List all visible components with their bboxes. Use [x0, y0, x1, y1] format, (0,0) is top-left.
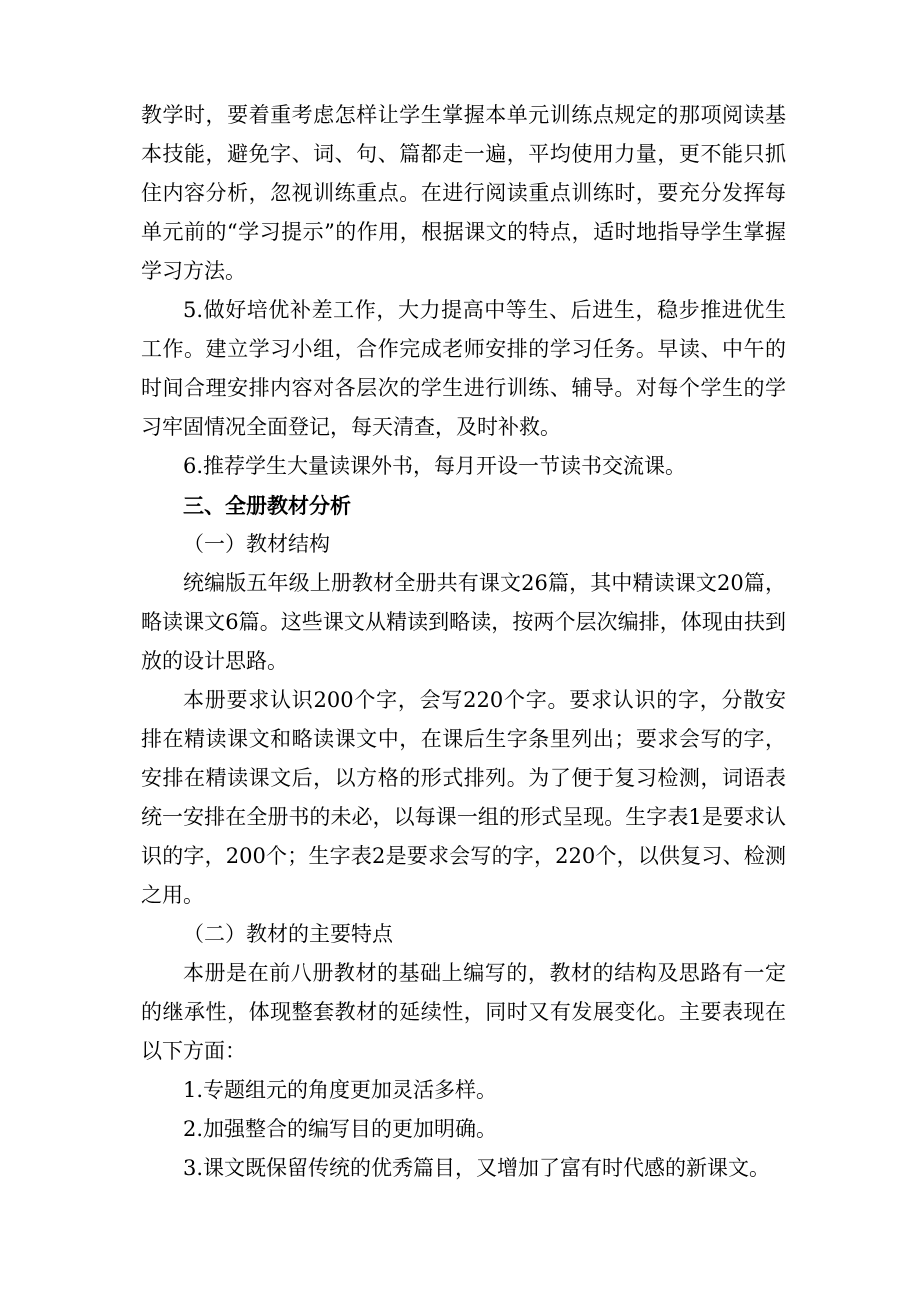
feature-item-1: 1.专题组元的角度更加灵活多样。: [183, 1078, 498, 1102]
subheading-main-features: （二）教材的主要特点: [183, 922, 393, 946]
paragraph-reading-guidance: 教学时，要着重考虑怎样让学生掌握本单元训练点规定的那项阅读基本技能，避免字、词、句、篇都走一遍，平均使用力量，更不能只抓住内容分析，忽视训练重点。在进行阅读重点训练时，要充分发挥每单元前的“学习提示”的作用，根据课文的特点，适时地指导学生掌握学习方法。: [141, 103, 786, 283]
feature-item-3: 3.课文既保留传统的优秀篇目，又增加了富有时代感的新课文。: [183, 1156, 771, 1180]
paragraph-features-intro: 本册是在前八册教材的基础上编写的，教材的结构及思路有一定的继承性，体现整套教材的延续性，同时又有发展变化。主要表现在以下方面：: [141, 961, 786, 1063]
paragraph-lesson-count: 统编版五年级上册教材全册共有课文26篇，其中精读课文20篇，略读课文6篇。这些课文从精读到略读，按两个层次编排，体现由扶到放的设计思路。: [141, 571, 786, 673]
paragraph-item-5: 5.做好培优补差工作，大力提高中等生、后进生，稳步推进优生工作。建立学习小组，合作完成老师安排的学习任务。早读、中午的时间合理安排内容对各层次的学生进行训练、辅导。对每个学生的学习牢固情况全面登记，每天清查，及时补救。: [141, 298, 786, 439]
document-body: [141, 96, 786, 1188]
paragraph-character-requirements: 本册要求认识200个字，会写220个字。要求认识的字，分散安排在精读课文和略读课文中，在课后生字条里列出；要求会写的字，安排在精读课文后，以方格的形式排列。为了便于复习检测，词语表统一安排在全册书的未必，以每课一组的形式呈现。生字表1是要求认识的字，200个；生字表2是要求会写的字，220个，以供复习、检测之用。: [141, 688, 786, 907]
subheading-textbook-structure: （一）教材结构: [183, 532, 330, 556]
section-heading-textbook-analysis: 三、全册教材分析: [183, 493, 351, 518]
feature-item-2: 2.加强整合的编写目的更加明确。: [183, 1117, 498, 1141]
paragraph-item-6: 6.推荐学生大量读课外书，每月开设一节读书交流课。: [183, 454, 687, 478]
